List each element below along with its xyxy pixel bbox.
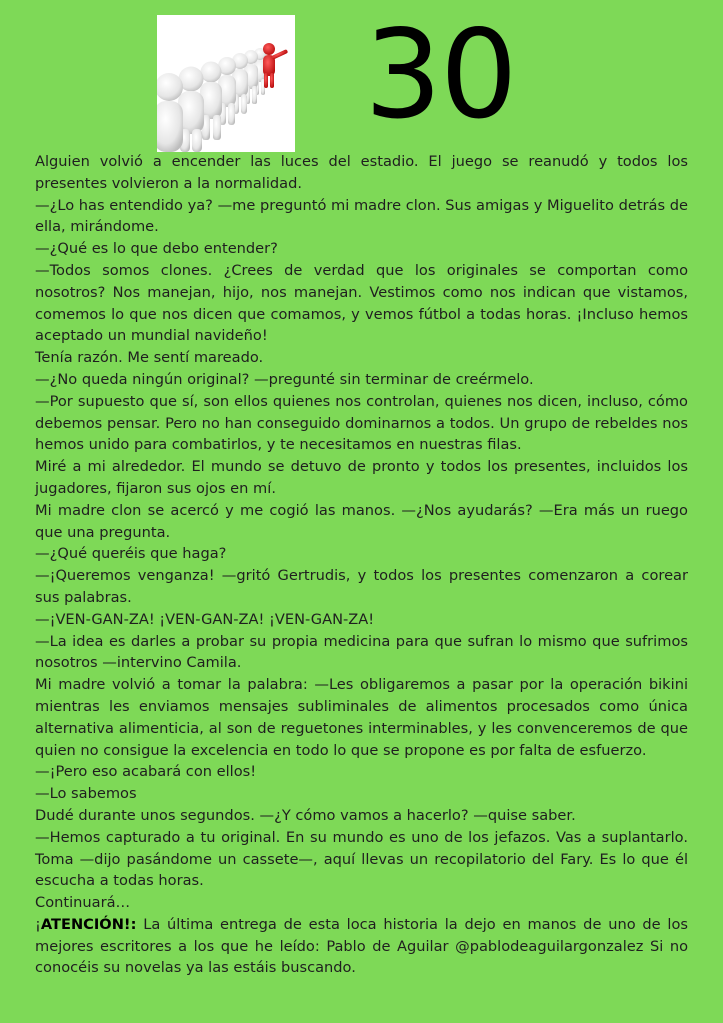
- paragraph: Miré a mi alrededor. El mundo se detuvo de pronto y todos los presentes, incluidos los jugadores, fijaron sus ojos en mí.: [35, 458, 688, 497]
- paragraph: —¿Qué queréis que haga?: [35, 545, 227, 563]
- paragraph: —¡VEN-GAN-ZA! ¡VEN-GAN-ZA! ¡VEN-GAN-ZA!: [35, 610, 375, 628]
- attention-label: ATENCIÓN!:: [40, 915, 137, 933]
- paragraph: Dudé durante unos segundos. —¿Y cómo vamos a hacerlo? —quise saber.: [35, 806, 576, 824]
- paragraph: —¡Pero eso acabará con ellos!: [35, 763, 257, 781]
- paragraph: —Por supuesto que sí, son ellos quienes nos controlan, quienes nos dicen, incluso, cómo debemos pensar. Pero no han conseguido dominarnos a todos. Un grupo de rebeldes nos hemos unido para combatirlos, y te necesitamos en nuestras filas.: [35, 392, 688, 454]
- paragraph: —La idea es darles a probar su propia medicina para que sufran lo mismo que sufrimos nosotros —intervino Camila.: [35, 632, 688, 672]
- attention-note: [35, 914, 688, 979]
- paragraph: Tenía razón. Me sentí mareado.: [35, 349, 264, 367]
- continued-note: Continuará…: [35, 894, 131, 912]
- paragraph: Alguien volvió a encender las luces del estadio. El juego se reanudó y todos los presentes volvieron a la normalidad.: [35, 153, 688, 192]
- paragraph: —¡Queremos venganza! —gritó Gertrudis, y todos los presentes comenzaron a corear sus palabras.: [35, 567, 688, 606]
- story-text: [35, 151, 688, 979]
- paragraph: Mi madre clon se acercó y me cogió las manos. —¿Nos ayudarás? —Era más un ruego que una pregunta.: [35, 501, 688, 541]
- attention-prefix: ¡: [35, 915, 41, 933]
- page-number: 30: [364, 4, 516, 146]
- attention-text: La última entrega de esta loca historia la dejo en manos de uno de los mejores escritores a los que he leído: Pablo de Aguilar @pablodeaguilargonzalez Si no conocéis su novelas ya las estáis buscando.: [35, 915, 688, 977]
- paragraph: Mi madre volvió a tomar la palabra: —Les obligaremos a pasar por la operación bikini mientras les enviamos mensajes subliminales de alimentos procesados como única alternativa alimenticia, al son de reguetones interminables, y les convenceremos de que quien no consigue la excelencia en todo lo que se propone es por falta de esfuerzo.: [35, 676, 688, 759]
- paragraph: —Lo sabemos: [35, 785, 137, 803]
- line-of-white-figures-red-leader-icon: [157, 15, 295, 152]
- paragraph: —¿No queda ningún original? —pregunté sin terminar de creérmelo.: [35, 370, 534, 388]
- paragraph: —¿Qué es lo que debo entender?: [35, 240, 278, 258]
- line-of-figures-illustration: [157, 15, 295, 152]
- paragraph: —Todos somos clones. ¿Crees de verdad que los originales se comportan como nosotros? Nos manejan, hijo, nos manejan. Vestimos como nos indican que vistamos, comemos lo que nos dicen que comamos, y vemos fútbol a todas horas. ¡Incluso hemos aceptado un mundial navideño!: [35, 261, 688, 345]
- paragraph: —¿Lo has entendido ya? —me preguntó mi madre clon. Sus amigas y Miguelito detrás de ella, mirándome.: [35, 196, 688, 236]
- paragraph: —Hemos capturado a tu original. En su mundo es uno de los jefazos. Vas a suplantarlo. Toma —dijo pasándome un cassete—, aquí llevas un recopilatorio del Fary. Es lo que él escucha a todas horas.: [35, 828, 688, 890]
